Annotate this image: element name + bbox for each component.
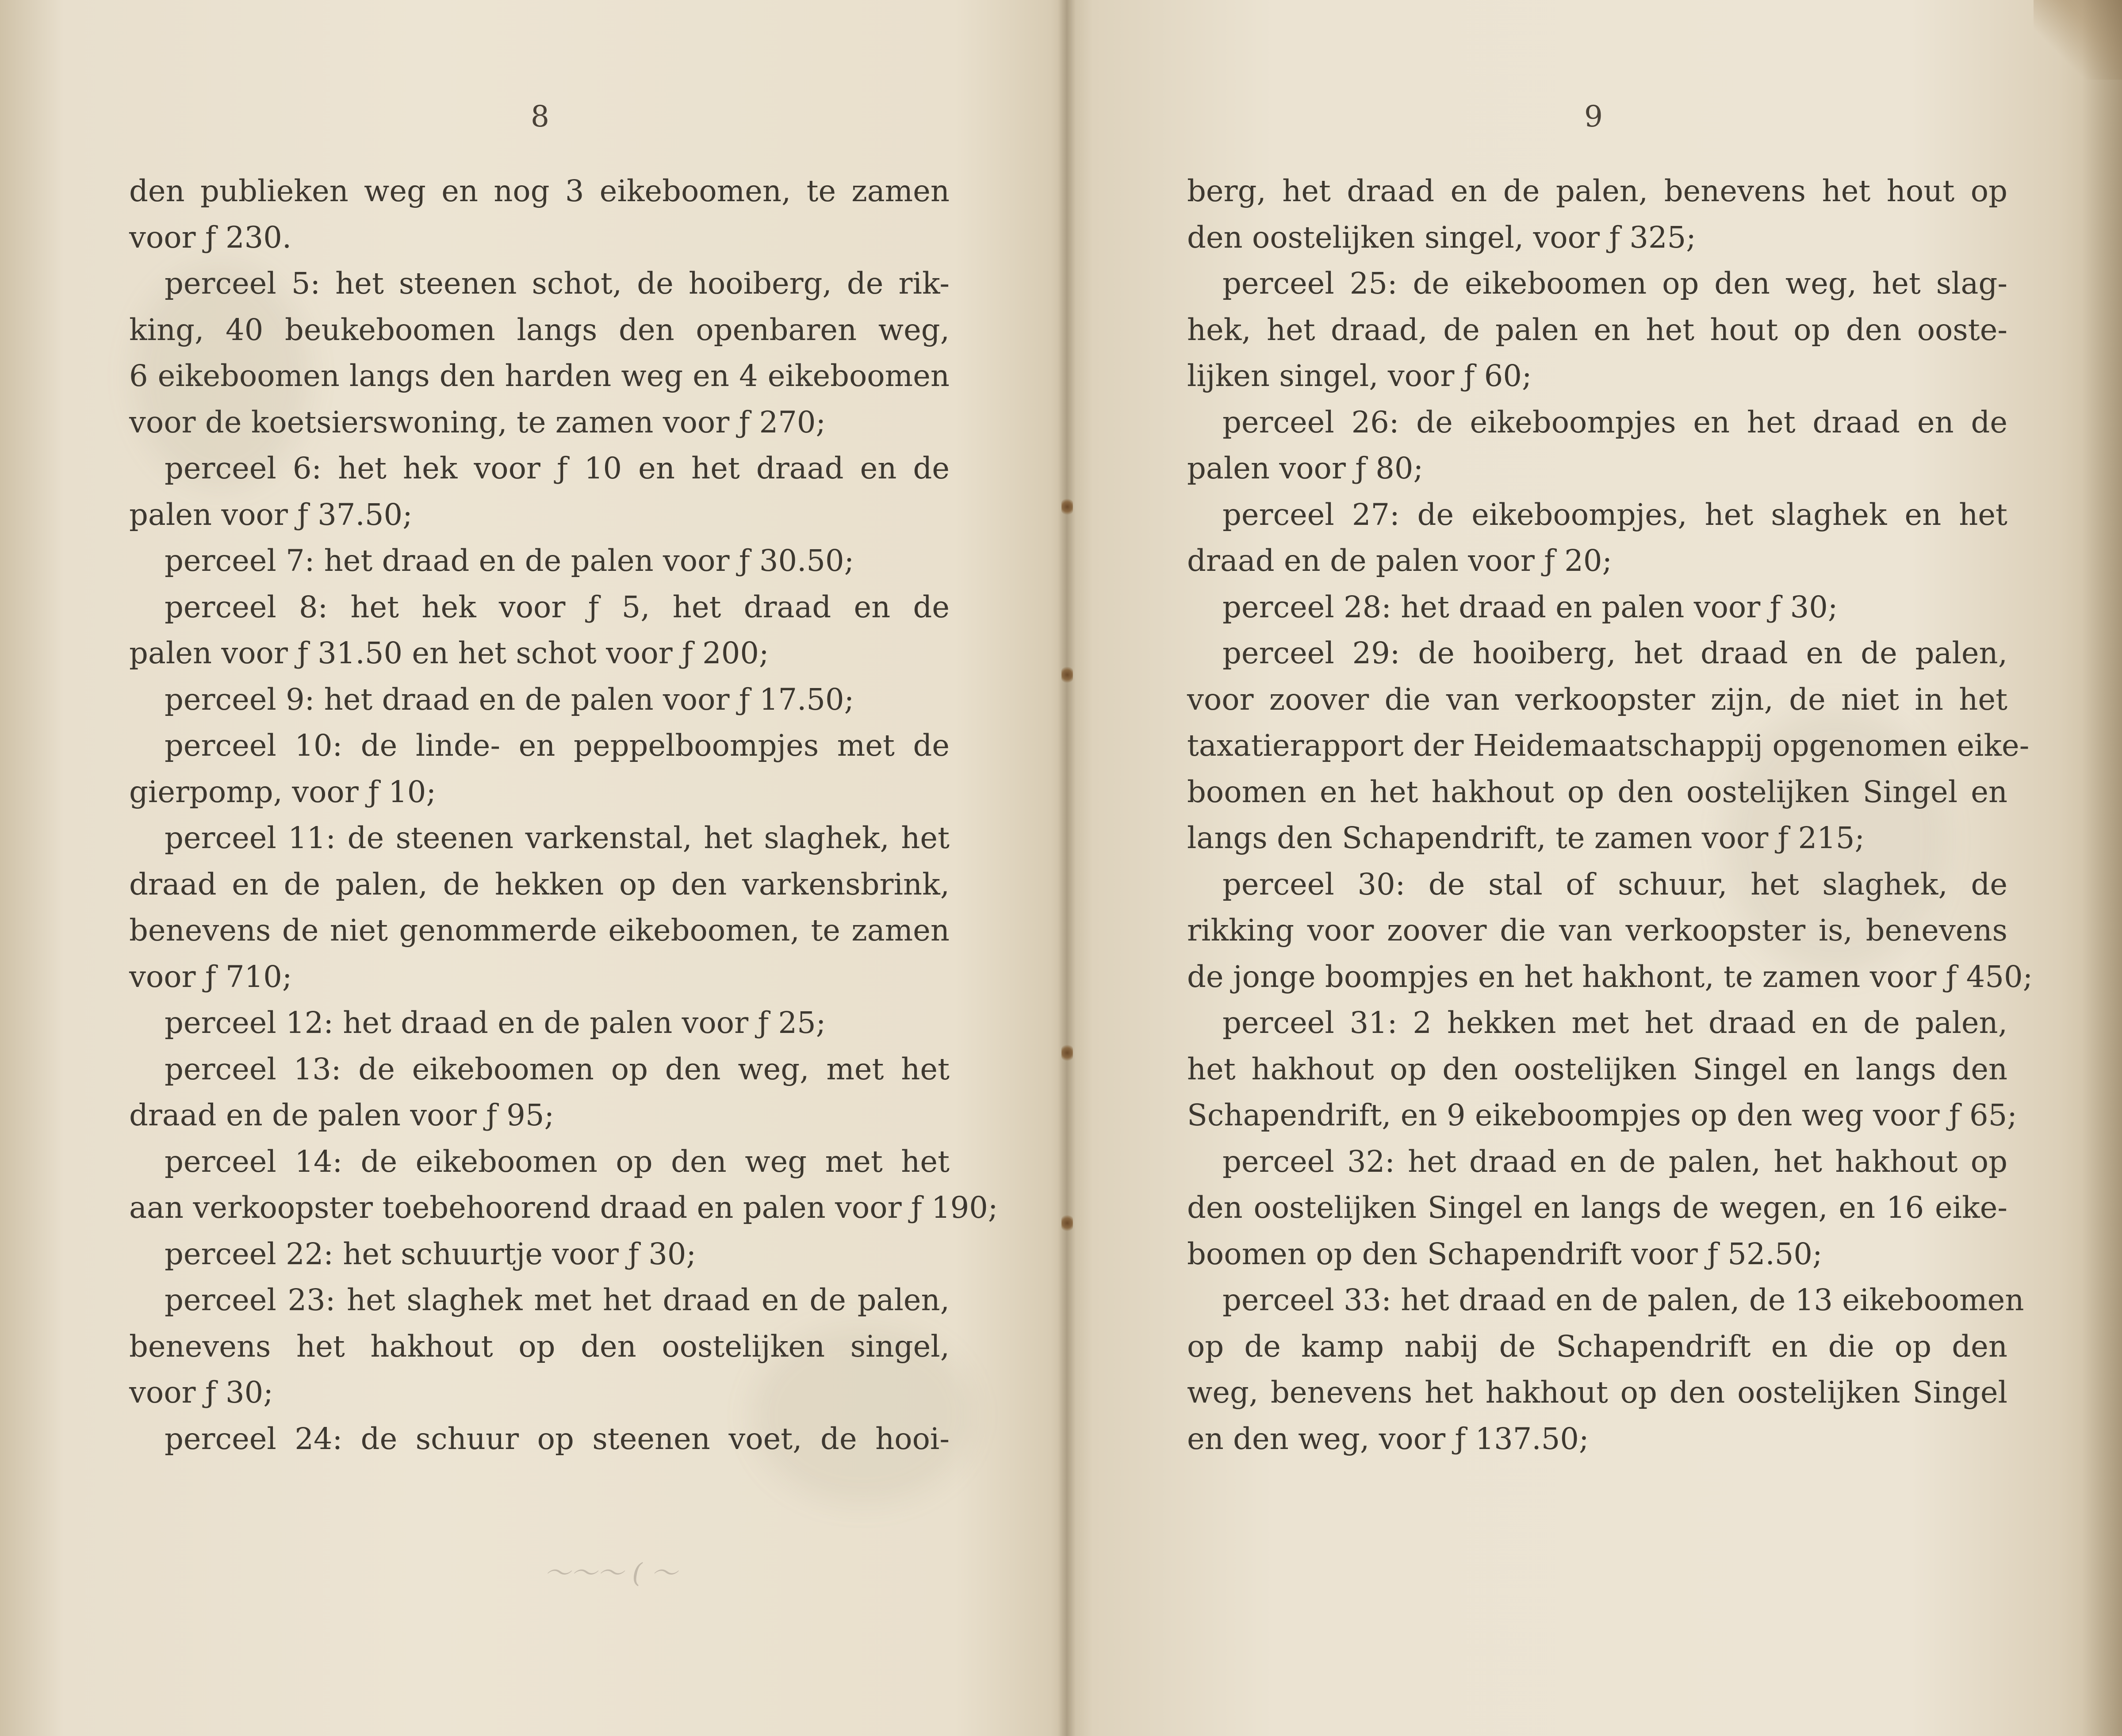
- text-line: en den weg, voor ƒ 137.50;: [1187, 1421, 1589, 1456]
- pencil-mark: 〜〜〜 ( 〜: [544, 1558, 678, 1589]
- text-line: boomen en het hakhout op den oostelijken Singel en: [1187, 774, 2007, 809]
- text-line: perceel 14: de eikeboomen op den weg met het: [165, 1144, 950, 1179]
- text-line: lijken singel, voor ƒ 60;: [1187, 359, 1532, 393]
- text-line: gierpomp, voor ƒ 10;: [129, 774, 437, 809]
- text-line: perceel 8: het hek voor ƒ 5, het draad en de: [165, 589, 950, 624]
- text-line: voor de koetsierswoning, te zamen voor ƒ 270;: [129, 405, 826, 440]
- text-line: op de kamp nabij de Schapendrift en die op den: [1187, 1329, 2007, 1364]
- text-line: 6 eikeboomen langs den harden weg en 4 eikeboomen: [129, 359, 950, 393]
- text-line: perceel 11: de steenen varkenstal, het slaghek, het: [165, 821, 950, 855]
- page-text: [1187, 168, 2033, 1462]
- text-line: palen voor ƒ 80;: [1187, 451, 1424, 486]
- text-line: perceel 32: het draad en de palen, het hakhout op: [1222, 1144, 2007, 1179]
- page-text: [129, 168, 998, 1462]
- text-line: benevens het hakhout op den oostelijken singel,: [129, 1329, 950, 1364]
- text-line: palen voor ƒ 37.50;: [129, 497, 413, 532]
- text-line: king, 40 beukeboomen langs den openbaren weg,: [129, 312, 950, 347]
- text-line: voor zoover die van verkoopster zijn, de niet in het: [1187, 682, 2007, 717]
- text-line: taxatierapport der Heidemaatschappij opgenomen eike-: [1187, 728, 2030, 763]
- right-page: [1062, 0, 2122, 1736]
- text-line: perceel 10: de linde- en peppelboompjes met de: [165, 728, 950, 763]
- text-line: langs den Schapendrift, te zamen voor ƒ 215;: [1187, 821, 1865, 855]
- text-line: perceel 26: de eikeboompjes en het draad en de: [1222, 405, 2007, 440]
- text-line: perceel 25: de eikeboomen op den weg, het slag-: [1222, 266, 2007, 301]
- text-line: perceel 30: de stal of schuur, het slaghek, de: [1222, 867, 2007, 902]
- text-line: draad en de palen, de hekken op den varkensbrink,: [129, 867, 950, 902]
- text-line: perceel 22: het schuurtje voor ƒ 30;: [165, 1236, 697, 1271]
- text-line: perceel 5: het steenen schot, de hooiberg, de rik-: [165, 266, 950, 301]
- text-line: perceel 31: 2 hekken met het draad en de palen,: [1222, 1006, 2007, 1040]
- text-line: Schapendrift, en 9 eikeboompjes op den weg voor ƒ 65;: [1187, 1098, 2017, 1132]
- text-line: perceel 6: het hek voor ƒ 10 en het draad en de: [165, 451, 950, 486]
- text-line: voor ƒ 710;: [129, 959, 292, 994]
- text-line: hek, het draad, de palen en het hout op den ooste-: [1187, 312, 2007, 347]
- text-line: voor ƒ 30;: [129, 1375, 273, 1410]
- text-line: den oostelijken Singel en langs de wegen, en 16 eike-: [1187, 1190, 2007, 1225]
- text-line: perceel 23: het slaghek met het draad en de palen,: [165, 1283, 950, 1317]
- text-line: benevens de niet genommerde eikeboomen, te zamen: [129, 913, 950, 948]
- text-line: aan verkoopster toebehoorend draad en palen voor ƒ 190;: [129, 1190, 998, 1225]
- text-line: perceel 33: het draad en de palen, de 13 eikeboomen: [1222, 1283, 2024, 1317]
- text-line: perceel 29: de hooiberg, het draad en de palen,: [1222, 636, 2007, 670]
- text-line: rikking voor zoover die van verkoopster is, benevens: [1187, 913, 2007, 948]
- text-line: perceel 24: de schuur op steenen voet, de hooi-: [165, 1421, 950, 1456]
- text-line: de jonge boompjes en het hakhont, te zamen voor ƒ 450;: [1187, 959, 2033, 994]
- text-line: draad en de palen voor ƒ 20;: [1187, 543, 1613, 578]
- left-page: [0, 0, 1060, 1736]
- text-line: perceel 9: het draad en de palen voor ƒ 17.50;: [165, 682, 854, 717]
- text-line: den publieken weg en nog 3 eikeboomen, te zamen: [129, 174, 950, 208]
- text-line: voor ƒ 230.: [129, 220, 292, 255]
- text-line: weg, benevens het hakhout op den oostelijken Singel: [1187, 1375, 2007, 1410]
- text-line: het hakhout op den oostelijken Singel en langs den: [1187, 1052, 2007, 1086]
- page-number: 8: [531, 99, 550, 134]
- text-line: perceel 12: het draad en de palen voor ƒ 25;: [165, 1006, 826, 1040]
- page-number: 9: [1584, 99, 1604, 134]
- text-line: palen voor ƒ 31.50 en het schot voor ƒ 200;: [129, 636, 769, 670]
- text-line: perceel 13: de eikeboomen op den weg, met het: [165, 1052, 950, 1086]
- text-line: perceel 7: het draad en de palen voor ƒ 30.50;: [165, 543, 854, 578]
- text-line: perceel 27: de eikeboompjes, het slaghek en het: [1222, 497, 2007, 532]
- text-line: perceel 28: het draad en palen voor ƒ 30;: [1222, 589, 1838, 624]
- text-line: den oostelijken singel, voor ƒ 325;: [1187, 220, 1696, 255]
- text-line: draad en de palen voor ƒ 95;: [129, 1098, 555, 1132]
- text-line: boomen op den Schapendrift voor ƒ 52.50;: [1187, 1236, 1823, 1271]
- text-line: berg, het draad en de palen, benevens het hout op: [1187, 174, 2007, 208]
